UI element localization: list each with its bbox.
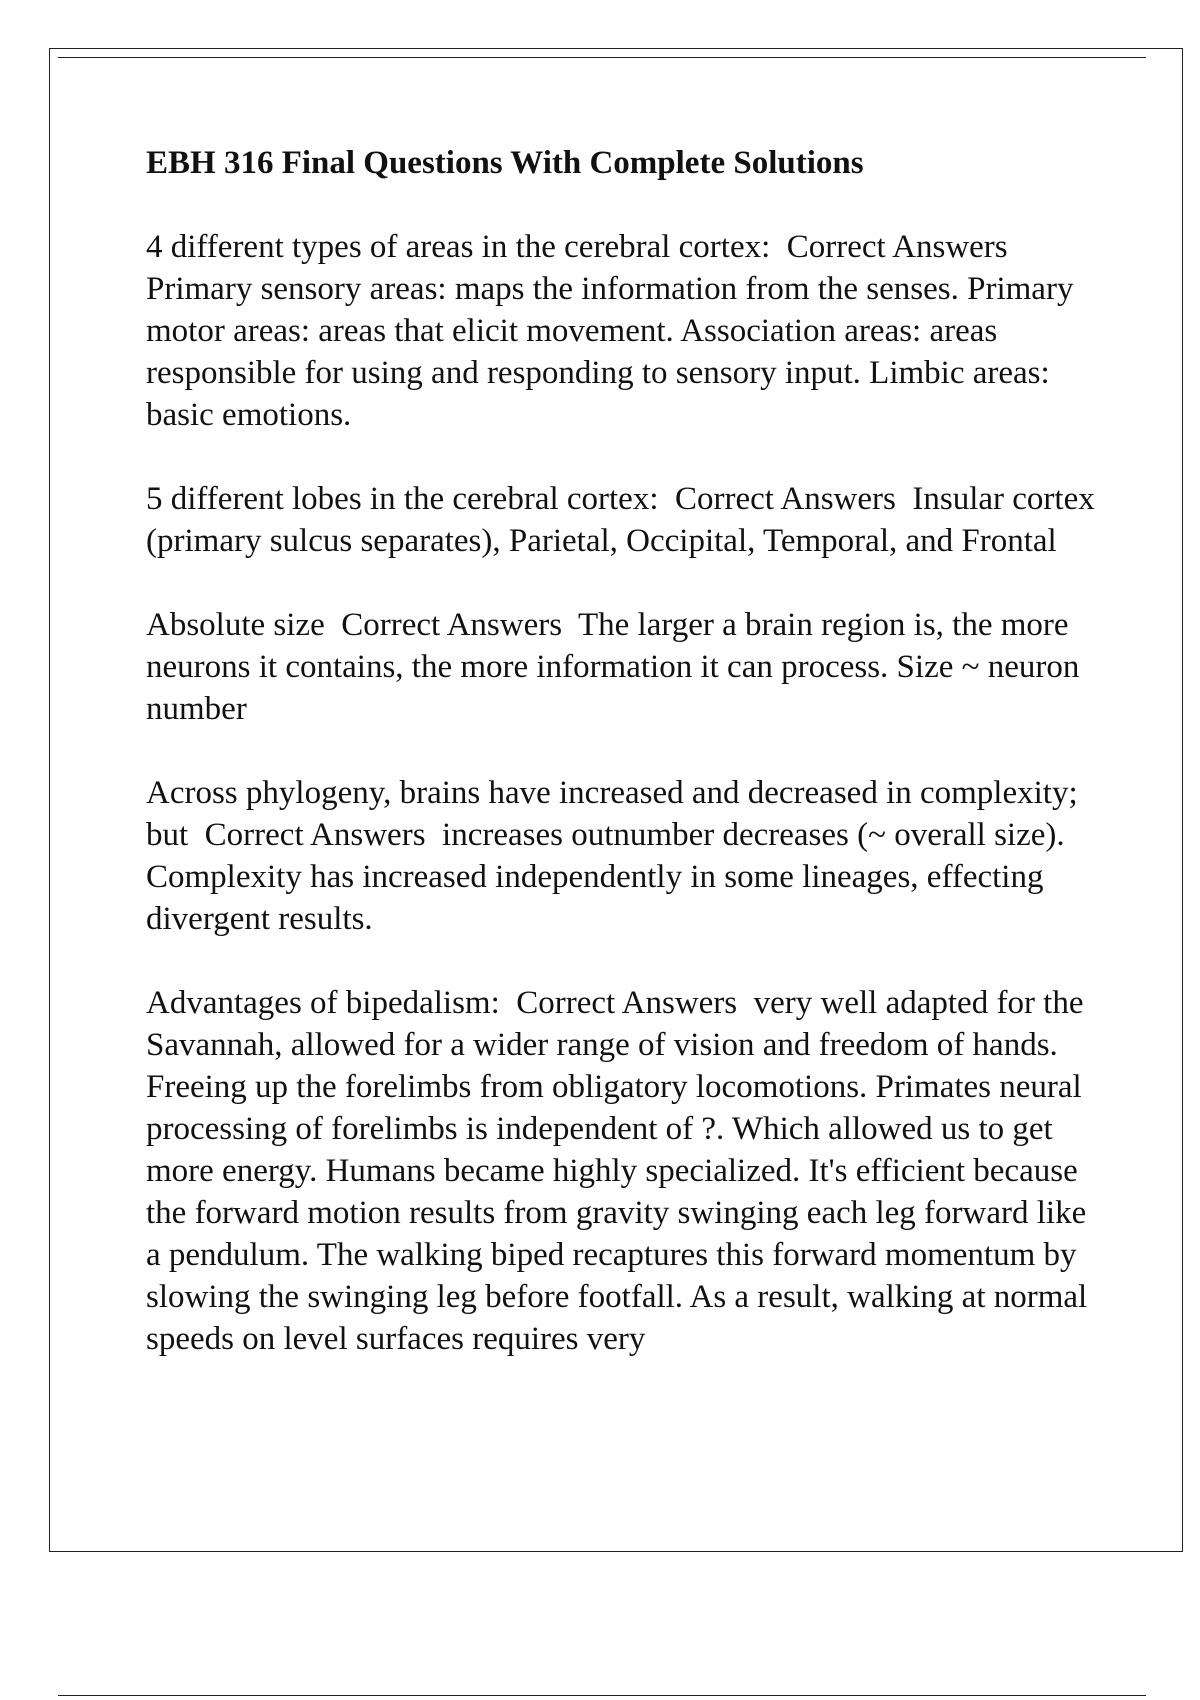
- answer-text: Insular cortex (primary sulcus separates), Parietal, Occipital, Temporal, and Frontal: [146, 481, 1103, 559]
- question-text: Across phylogeny, brains have increased and decreased in complexity; but: [146, 775, 1086, 853]
- qa-entry-5: [146, 982, 1106, 1360]
- answer-label: Correct Answers: [516, 985, 738, 1021]
- answer-label: Correct Answers: [341, 607, 563, 643]
- answer-label: Correct Answers: [675, 481, 896, 517]
- bottom-rule: [58, 1695, 1146, 1696]
- top-rule: [58, 57, 1146, 58]
- answer-text: very well adapted for the Savannah, allowed for a wider range of vision and freedom of hands. Freeing up the forelimbs from obligatory locomotions. Primates neural processing of forelimbs is independent of ?. Which allowed us to get more energy. Humans became highly specialized. It's efficient because the forward motion results from gravity swinging each leg forward like a pendulum. The walking biped recaptures this forward momentum by slowing the swinging leg before footfall. As a result, walking at normal speeds on level surfaces requires very: [146, 985, 1096, 1357]
- qa-entry-4: [146, 772, 1106, 940]
- qa-entry-3: [146, 604, 1106, 730]
- answer-label: Correct Answers: [786, 229, 1008, 265]
- qa-entry-1: [146, 226, 1106, 436]
- document-title: EBH 316 Final Questions With Complete Solutions: [146, 145, 864, 181]
- question-text: 5 different lobes in the cerebral cortex:: [146, 481, 659, 517]
- answer-text: Primary sensory areas: maps the information from the senses. Primary motor areas: areas that elicit movement. Association areas: areas responsible for using and responding to sensory input. Limbic areas: basic emotions.: [146, 271, 1082, 433]
- answer-text: increases outnumber decreases (~ overall size). Complexity has increased independently in some lineages, effecting divergent results.: [146, 817, 1073, 937]
- question-text: Absolute size: [146, 607, 325, 643]
- question-text: 4 different types of areas in the cerebral cortex:: [146, 229, 771, 265]
- answer-label: Correct Answers: [204, 817, 426, 853]
- question-text: Advantages of bipedalism:: [146, 985, 500, 1021]
- qa-entry-2: [146, 478, 1106, 562]
- answer-text: The larger a brain region is, the more neurons it contains, the more information it can process. Size ~ neuron number: [146, 607, 1088, 727]
- document-body: [146, 142, 1106, 1360]
